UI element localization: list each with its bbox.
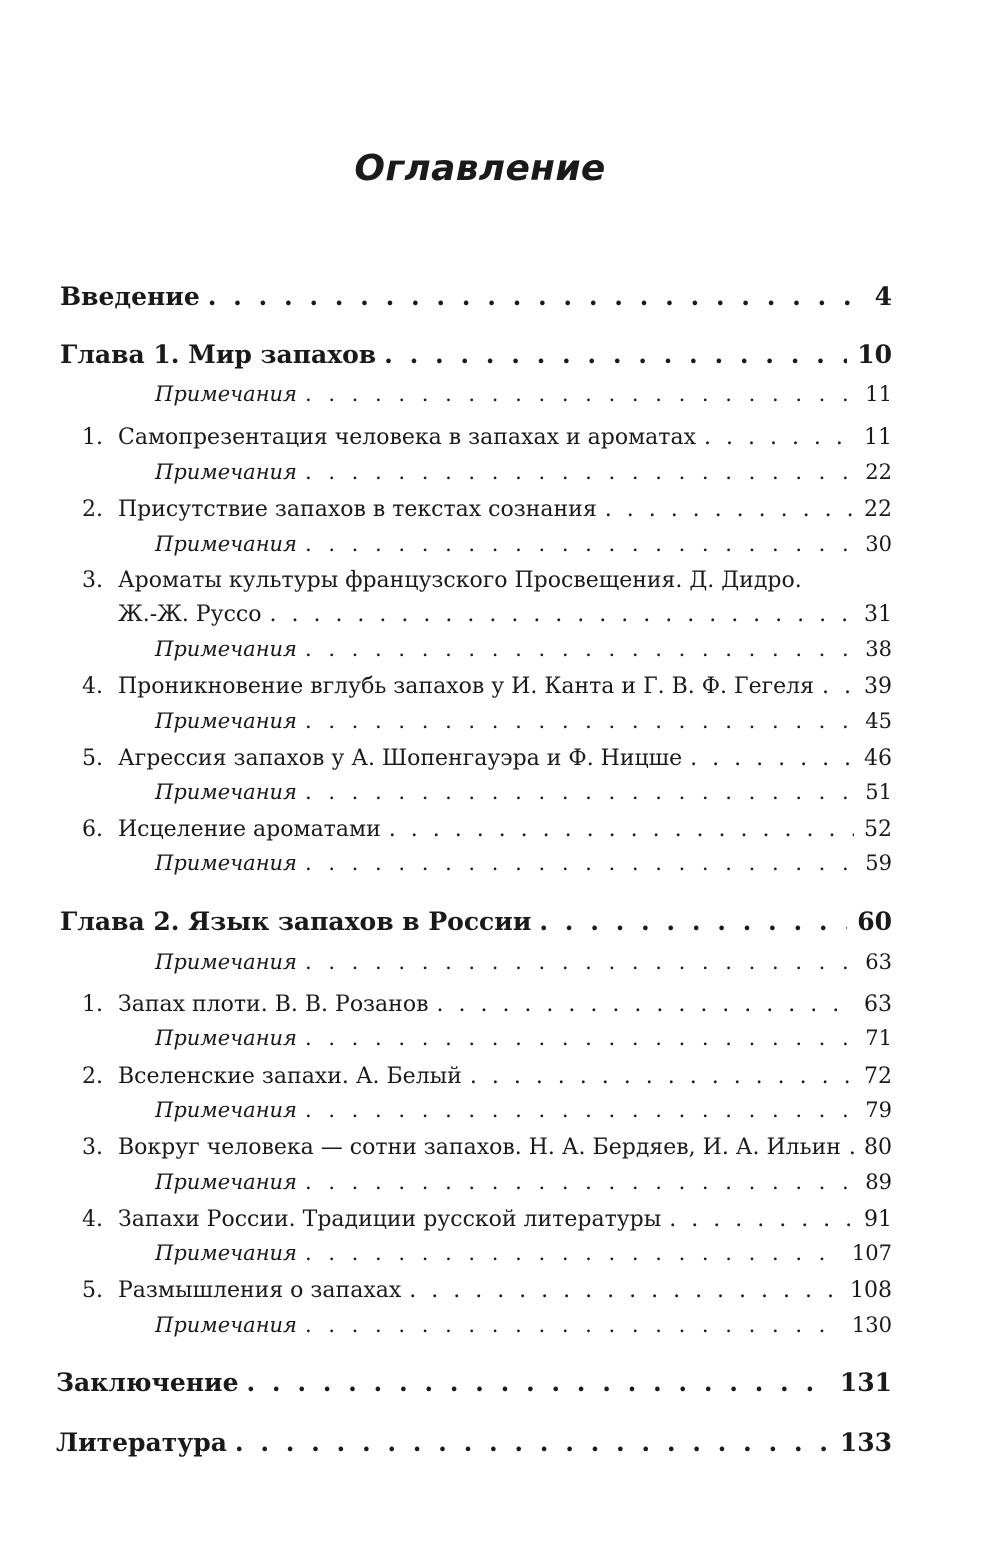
dot-leader [822, 674, 854, 699]
toc-entry-chapter-2[interactable] [60, 907, 892, 936]
dot-leader [305, 1098, 855, 1122]
page-number: 52 [864, 817, 892, 842]
entry-label: Примечания [155, 460, 297, 484]
section-number: 3. [82, 568, 103, 593]
dot-leader [409, 1278, 840, 1303]
entry-label: Примечания [155, 851, 297, 875]
page-number: 131 [839, 1368, 892, 1397]
toc-entry-notes[interactable] [155, 1241, 892, 1265]
toc-entry-section[interactable] [82, 1135, 892, 1160]
page-number: 79 [865, 1098, 892, 1122]
entry-label: Примечания [155, 1170, 297, 1194]
toc-entry-section[interactable] [82, 497, 892, 522]
page-number: 60 [857, 907, 892, 936]
section-number: 6. [82, 817, 103, 842]
page-number: 71 [865, 1026, 892, 1050]
page-number: 22 [865, 460, 892, 484]
dot-leader [305, 532, 855, 556]
entry-label: Глава 2. Язык запахов в России [60, 907, 532, 936]
dot-leader [305, 1026, 855, 1050]
section-number: 2. [82, 1064, 103, 1089]
dot-leader [305, 460, 855, 484]
page-number: 11 [865, 382, 892, 406]
entry-label: Запахи России. Традиции русской литературы [118, 1207, 662, 1232]
page-number: 108 [850, 1278, 892, 1303]
dot-leader [235, 1428, 830, 1457]
dot-leader [208, 282, 865, 311]
page-number: 10 [857, 340, 892, 369]
toc-entry-notes[interactable] [155, 950, 892, 974]
toc-entry-section[interactable] [82, 425, 892, 450]
dot-leader [305, 1170, 855, 1194]
page-number: 46 [864, 746, 892, 771]
dot-leader [305, 851, 855, 875]
dot-leader [305, 780, 855, 804]
toc-entry-intro[interactable] [60, 282, 892, 311]
entry-label: Ароматы культуры французского Просвещения. Д. Дидро. [118, 568, 802, 593]
entry-label: Агрессия запахов у А. Шопенгауэра и Ф. Ницше [118, 746, 683, 771]
section-number: 4. [82, 674, 103, 699]
toc-entry-chapter-1[interactable] [60, 340, 892, 369]
toc-entry-section[interactable] [82, 674, 892, 699]
dot-leader [389, 817, 854, 842]
toc-entry-notes[interactable] [155, 382, 892, 406]
dot-leader [690, 746, 854, 771]
page-number: 133 [839, 1428, 892, 1457]
dot-leader [470, 1064, 854, 1089]
entry-label: Размышления о запахах [118, 1278, 402, 1303]
page-number: 51 [865, 780, 892, 804]
page-number: 80 [864, 1135, 892, 1160]
dot-leader [305, 637, 855, 661]
section-number: 1. [82, 425, 103, 450]
entry-label: Литература [56, 1428, 227, 1457]
entry-label: Исцеление ароматами [118, 817, 381, 842]
dot-leader [305, 1241, 842, 1265]
toc-entry-notes[interactable] [155, 851, 892, 875]
entry-label: Присутствие запахов в текстах сознания [118, 497, 597, 522]
toc-entry-notes[interactable] [155, 1026, 892, 1050]
page-number: 63 [864, 992, 892, 1017]
entry-label: Самопрезентация человека в запахах и ароматах [118, 425, 696, 450]
entry-label: Примечания [155, 1026, 297, 1050]
toc-entry-notes[interactable] [155, 1313, 892, 1337]
toc-entry-section[interactable] [82, 1064, 892, 1089]
page-number: 59 [865, 851, 892, 875]
toc-entry-notes[interactable] [155, 460, 892, 484]
dot-leader [305, 382, 855, 406]
entry-label: Примечания [155, 382, 297, 406]
page-number: 45 [865, 709, 892, 733]
toc-entry-notes[interactable] [155, 1170, 892, 1194]
dot-leader [704, 425, 854, 450]
entry-label: Примечания [155, 950, 297, 974]
toc-entry-section[interactable] [82, 817, 892, 842]
section-number: 1. [82, 992, 103, 1017]
entry-label: Глава 1. Мир запахов [60, 340, 377, 369]
toc-entry-section[interactable] [82, 746, 892, 771]
dot-leader [605, 497, 854, 522]
toc-entry-section-first-line[interactable] [82, 568, 802, 593]
entry-label-continued: Ж.-Ж. Руссо [118, 602, 262, 627]
entry-label: Проникновение вглубь запахов у И. Канта и Г. В. Ф. Гегеля [118, 674, 815, 699]
entry-label: Вселенские запахи. А. Белый [118, 1064, 462, 1089]
page-number: 11 [864, 425, 892, 450]
page-title: Оглавление [354, 148, 606, 189]
toc-entry-notes[interactable] [155, 1098, 892, 1122]
toc-entry-literature[interactable] [56, 1428, 892, 1457]
toc-entry-section[interactable] [118, 602, 892, 627]
toc-entry-conclusion[interactable] [56, 1368, 892, 1397]
entry-label: Введение [60, 282, 200, 311]
toc-entry-notes[interactable] [155, 780, 892, 804]
page-number: 4 [874, 282, 892, 311]
page-number: 22 [864, 497, 892, 522]
toc-entry-section[interactable] [82, 1207, 892, 1232]
entry-label: Примечания [155, 1313, 297, 1337]
dot-leader [305, 1313, 842, 1337]
dot-leader [247, 1368, 830, 1397]
toc-entry-section[interactable] [82, 992, 892, 1017]
entry-label: Примечания [155, 532, 297, 556]
entry-label: Примечания [155, 1241, 297, 1265]
section-number: 5. [82, 1278, 103, 1303]
section-number: 3. [82, 1135, 103, 1160]
dot-leader [305, 950, 855, 974]
page-number: 63 [865, 950, 892, 974]
dot-leader [539, 907, 847, 936]
dot-leader [436, 992, 854, 1017]
section-number: 5. [82, 746, 103, 771]
entry-label: Примечания [155, 1098, 297, 1122]
page-number: 30 [865, 532, 892, 556]
entry-label: Запах плоти. В. В. Розанов [118, 992, 429, 1017]
entry-label: Примечания [155, 709, 297, 733]
page-number: 39 [864, 674, 892, 699]
page-number: 130 [851, 1313, 892, 1337]
page-number: 107 [851, 1241, 892, 1265]
toc-entry-notes[interactable] [155, 709, 892, 733]
section-number: 2. [82, 497, 103, 522]
section-number: 4. [82, 1207, 103, 1232]
dot-leader [849, 1135, 854, 1160]
page-number: 89 [865, 1170, 892, 1194]
toc-entry-notes[interactable] [155, 532, 892, 556]
dot-leader [269, 602, 854, 627]
page-number: 38 [865, 637, 892, 661]
page-number: 91 [864, 1207, 892, 1232]
page-number: 72 [864, 1064, 892, 1089]
page-number: 31 [864, 602, 892, 627]
entry-label: Примечания [155, 637, 297, 661]
toc-entry-section[interactable] [82, 1278, 892, 1303]
toc-entry-notes[interactable] [155, 637, 892, 661]
entry-label: Вокруг человека — сотни запахов. Н. А. Бердяев, И. А. Ильин [118, 1135, 841, 1160]
dot-leader [384, 340, 847, 369]
entry-label: Примечания [155, 780, 297, 804]
dot-leader [305, 709, 855, 733]
entry-label: Заключение [56, 1368, 239, 1397]
dot-leader [669, 1207, 854, 1232]
